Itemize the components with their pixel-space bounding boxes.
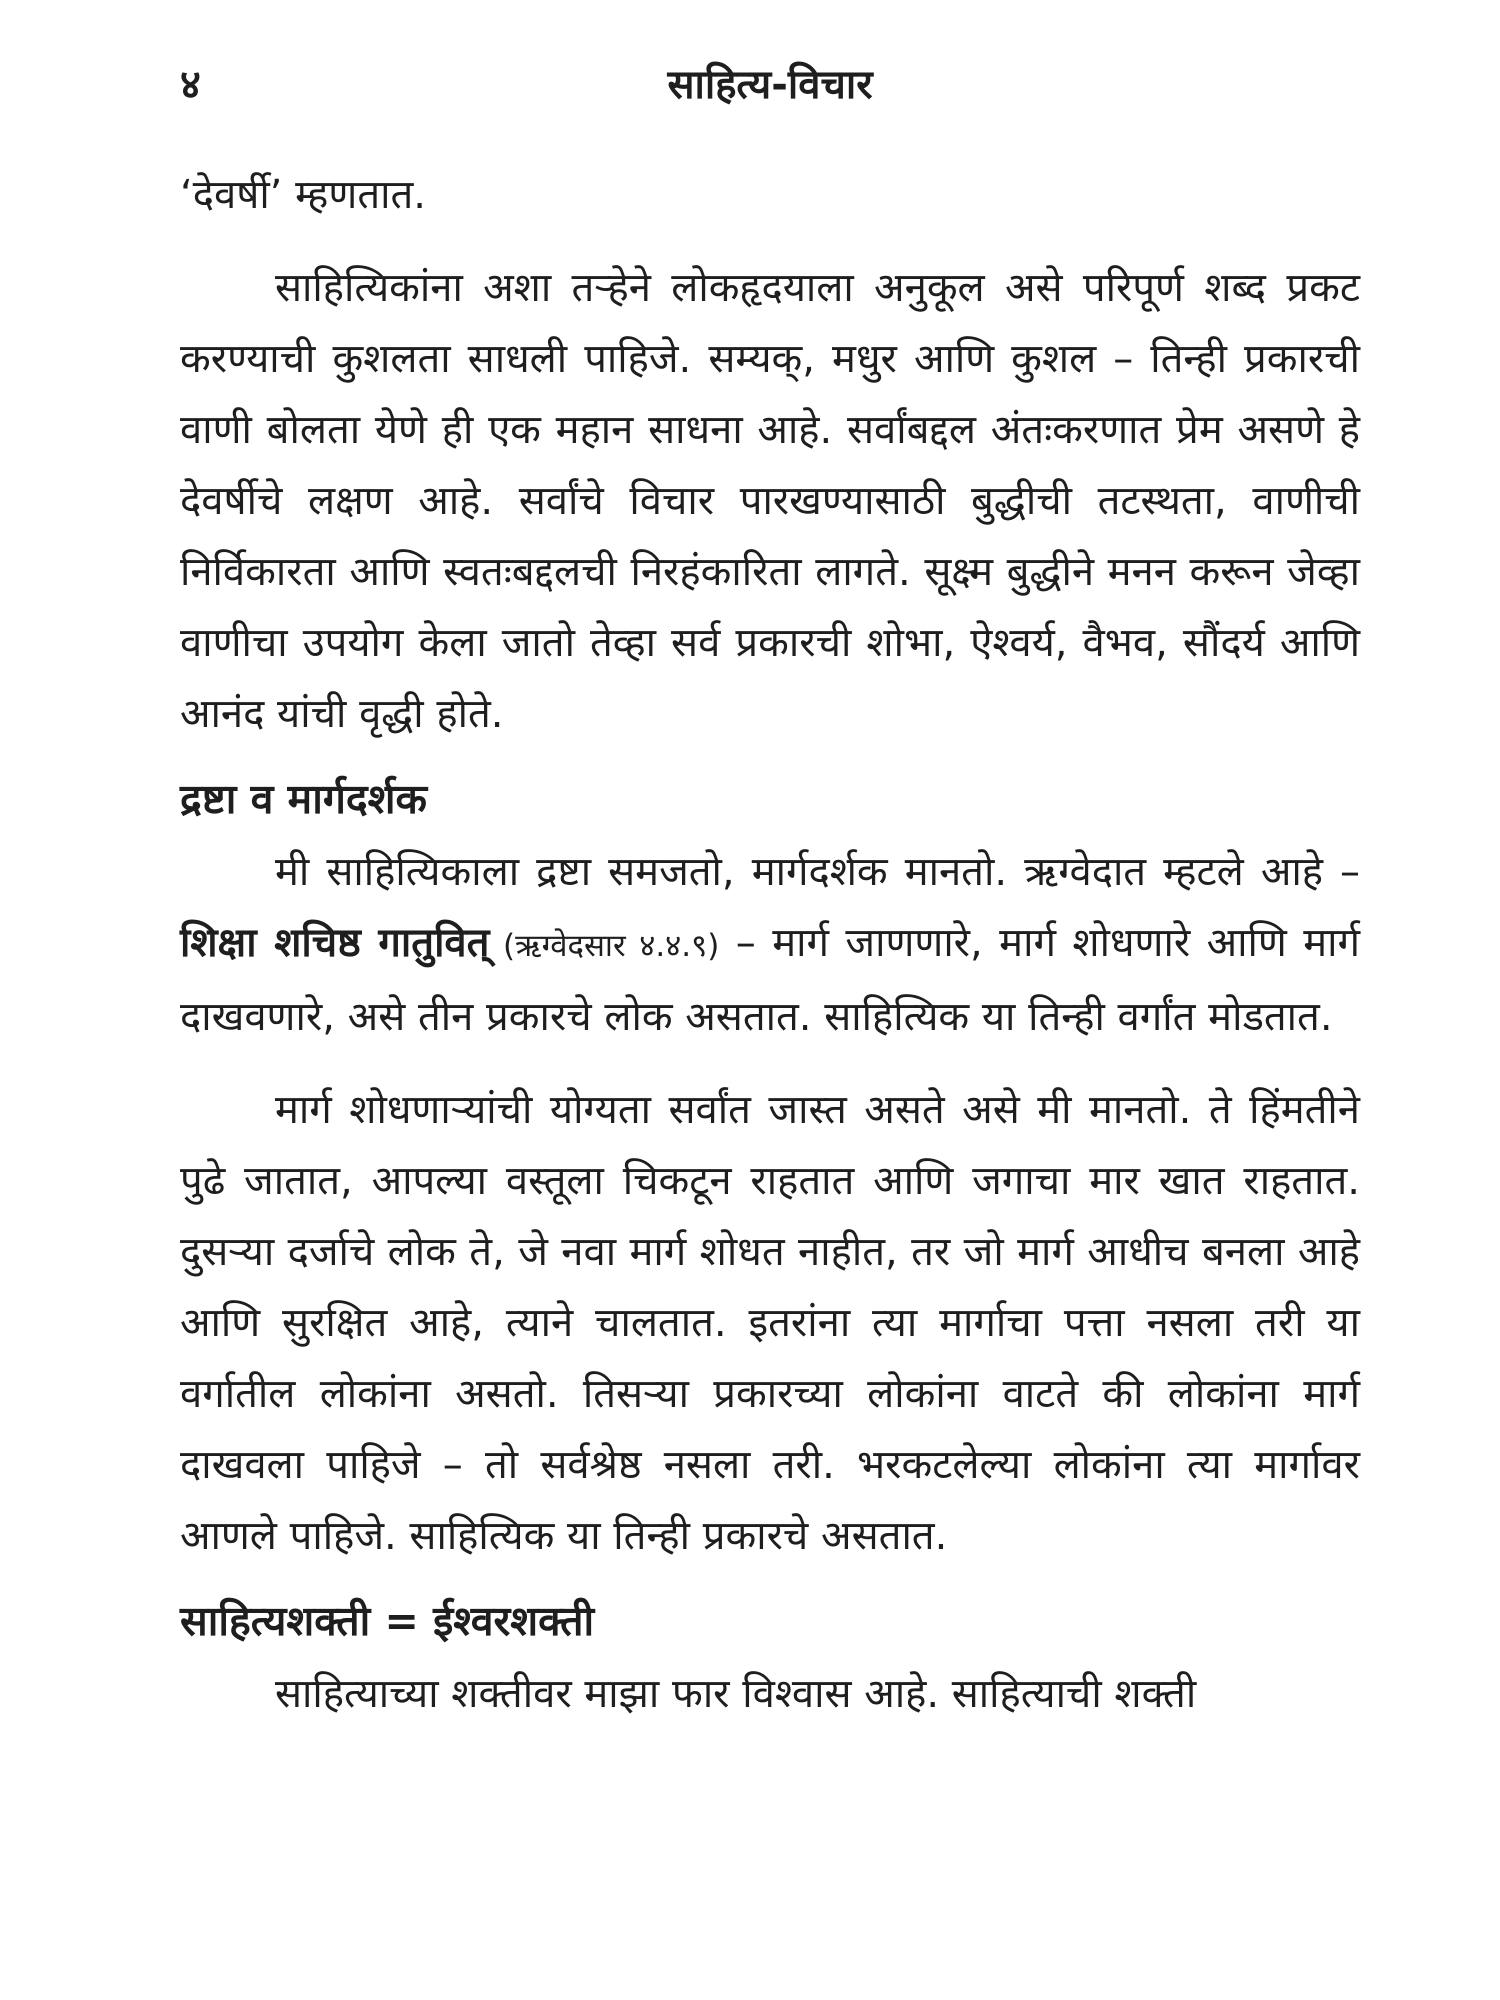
paragraph-3-rest: – मार्ग जाणणारे, मार्ग शोधणारे आणि मार्ग दाखवणारे, असे तीन प्रकारचे लोक असतात. साहित्यिक या तिन्ही वर्गांत मोडतात. (180, 920, 1360, 1040)
section-heading-drashta: द्रष्टा व मार्गदर्शक (180, 775, 428, 823)
running-title: साहित्य-विचार (667, 62, 873, 108)
body-text (180, 160, 1360, 1730)
paragraph-4: मार्ग शोधणाऱ्यांची योग्यता सर्वांत जास्त असते असे मी मानतो. ते हिंमतीने पुढे जातात, आपल्या वस्तूला चिकटून राहतात आणि जगाचा मार खात राहतात. दुसऱ्या दर्जाचे लोक ते, जे नवा मार्ग शोधत नाहीत, तर जो मार्ग आधीच बनला आहे आणि सुरक्षित आहे, त्याने चालतात. इतरांना त्या मार्गाचा पत्ता नसला तरी या वर्गातील लोकांना असतो. तिसऱ्या प्रकारच्या लोकांना वाटते की लोकांना मार्ग दाखवला पाहिजे – तो सर्वश्रेष्ठ नसला तरी. भरकटलेल्या लोकांना त्या मार्गावर आणले पाहिजे. साहित्यिक या तिन्ही प्रकारचे असतात. (180, 1087, 1360, 1559)
rigveda-quote: शिक्षा शचिष्ठ गातुवित् (180, 920, 490, 966)
paragraph-1: ‘देवर्षी’ म्हणतात. (180, 172, 427, 218)
paragraph-3-intro: मी साहित्यिकाला द्रष्टा समजतो, मार्गदर्शक मानतो. ऋग्वेदात म्हटले आहे – (275, 849, 1360, 895)
page-number: ४ (180, 62, 201, 108)
paragraph-5: साहित्याच्या शक्तीवर माझा फार विश्वास आहे. साहित्याची शक्ती (275, 1671, 1197, 1717)
rigveda-reference: (ऋग्वेदसार ४.४.९) (489, 928, 720, 964)
paragraph-2: साहित्यिकांना अशा तऱ्हेने लोकहृदयाला अनुकूल असे परिपूर्ण शब्द प्रकट करण्याची कुशलता साधली पाहिजे. सम्यक्, मधुर आणि कुशल – तिन्ही प्रकारची वाणी बोलता येणे ही एक महान साधना आहे. सर्वांबद्दल अंतःकरणात प्रेम असणे हे देवर्षीचे लक्षण आहे. सर्वांचे विचार पारखण्यासाठी बुद्धीची तटस्थता, वाणीची निर्विकारता आणि स्वतःबद्दलची निरहंकारिता लागते. सूक्ष्म बुद्धीने मनन करून जेव्हा वाणीचा उपयोग केला जातो तेव्हा सर्व प्रकारची शोभा, ऐश्वर्य, वैभव, सौंदर्य आणि आनंद यांची वृद्धी होते. (180, 265, 1360, 737)
paragraph-3 (180, 837, 1360, 1053)
section-heading-sahityashakti: साहित्यशक्ती = ईश्वरशक्ती (180, 1597, 595, 1645)
page-header (180, 55, 1360, 115)
